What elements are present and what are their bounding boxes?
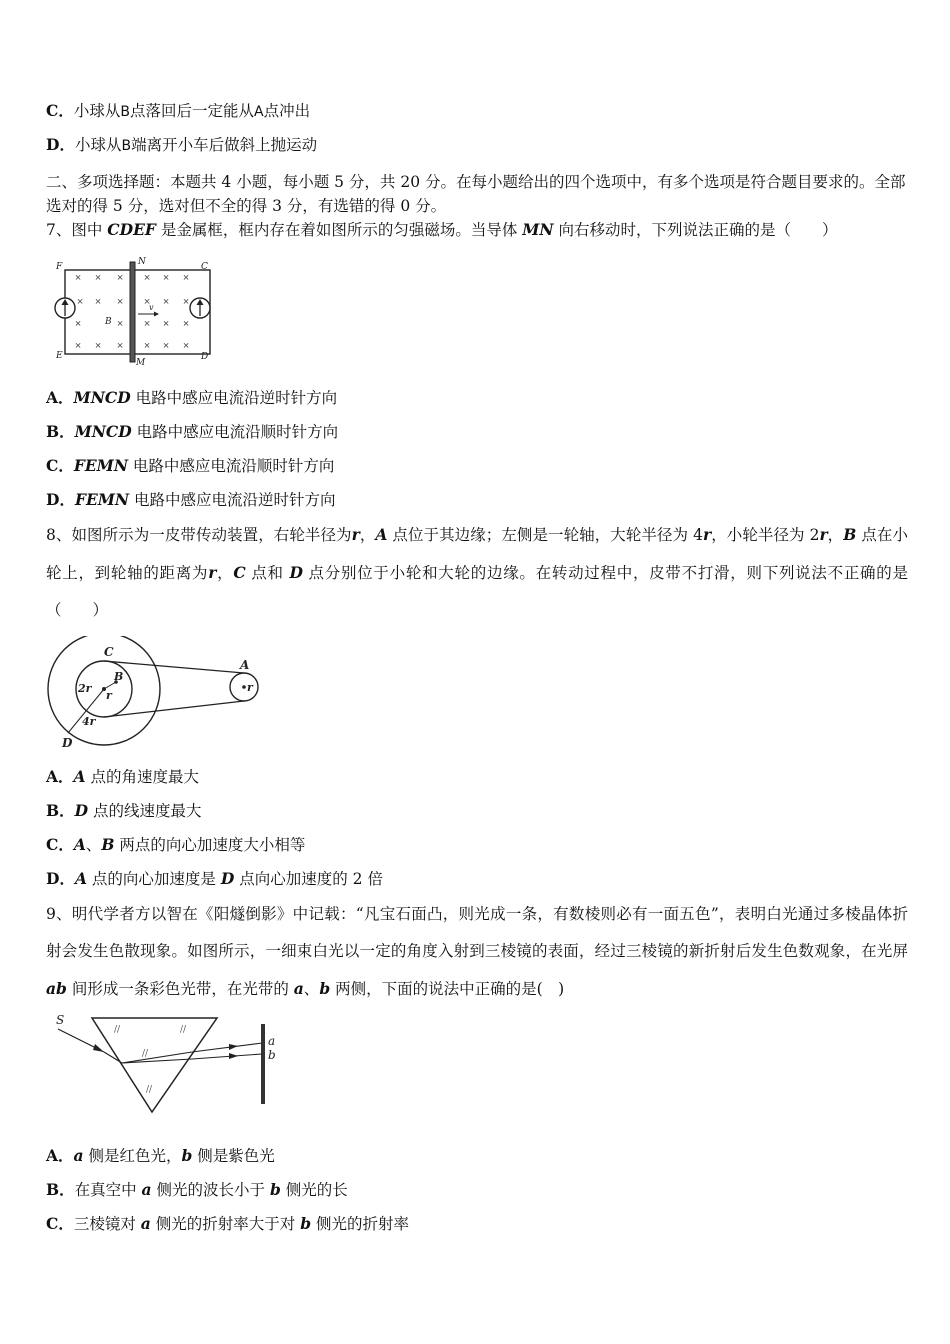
svg-text:×: ×	[182, 341, 190, 351]
q9-option-a: A．a 侧是红色光，b 侧是紫色光	[46, 1146, 275, 1165]
prism	[92, 1018, 217, 1112]
q9-option-c: C．三棱镜对 a 侧光的折射率大于对 b 侧光的折射率	[46, 1214, 409, 1233]
svg-text:×: ×	[94, 297, 102, 307]
svg-text:B: B	[105, 317, 112, 327]
q7-option-a: A．MNCD 电路中感应电流沿逆时针方向	[46, 388, 338, 407]
q9-option-b: B．在真空中 a 侧光的波长小于 b 侧光的长	[46, 1180, 348, 1199]
svg-text:C: C	[201, 262, 208, 272]
q7-stem: 7、图中 CDEF 是金属框，框内存在着如图所示的匀强磁场。当导体 MN 向右移动时，下列说法正确的是（ ）	[46, 220, 838, 239]
q7-option-b: B．MNCD 电路中感应电流沿顺时针方向	[46, 422, 339, 441]
svg-text:×: ×	[143, 273, 151, 283]
svg-text:S: S	[56, 1013, 65, 1027]
q7-circuit-figure	[50, 256, 220, 368]
svg-text:×: ×	[116, 273, 124, 283]
svg-text://: //	[142, 1049, 149, 1059]
svg-text://: //	[114, 1025, 121, 1035]
svg-text:D: D	[201, 352, 209, 362]
svg-text:×: ×	[94, 273, 102, 283]
svg-text:×: ×	[116, 297, 124, 307]
svg-text:×: ×	[182, 297, 190, 307]
q7-option-c: C．FEMN 电路中感应电流沿顺时针方向	[46, 456, 335, 475]
svg-text:2r: 2r	[78, 682, 92, 695]
svg-text:b: b	[268, 1048, 276, 1062]
svg-text:r: r	[106, 689, 112, 702]
q8-option-c: C．A、B 两点的向心加速度大小相等	[46, 835, 306, 854]
q8-belt-drive-figure	[44, 636, 264, 754]
svg-text:×: ×	[116, 319, 124, 329]
ray-to-b	[192, 1054, 262, 1059]
q7-option-d: D．FEMN 电路中感应电流沿逆时针方向	[46, 490, 336, 509]
svg-text:×: ×	[162, 273, 170, 283]
svg-text:×: ×	[94, 341, 102, 351]
svg-text:×: ×	[143, 319, 151, 329]
svg-text:F: F	[56, 262, 63, 272]
q8-stem: 8、如图所示为一皮带传动装置，右轮半径为r，A 点位于其边缘；左侧是一轮轴，大轮半径为 4r，小轮半径为 2r，B 点在小轮上，到轮轴的距离为r，C 点和 D 点分别位于小轮和大轮的边缘。在转动过程中，皮带不打滑，则下列说法不正确的是（ ）	[46, 525, 908, 619]
svg-text:4r: 4r	[82, 715, 96, 728]
q6-option-c: C．小球从B点落回后一定能从A点冲出	[46, 101, 311, 120]
svg-text:A: A	[240, 658, 250, 672]
svg-text:B: B	[114, 670, 124, 683]
svg-text:×: ×	[74, 341, 82, 351]
q8-option-b: B．D 点的线速度最大	[46, 801, 202, 820]
svg-text:×: ×	[74, 273, 82, 283]
q9-stem: 9、明代学者方以智在《阳燧倒影》中记载：“凡宝石面凸，则光成一条，有数棱则必有一面五色”，表明白光通过多棱晶体折射会发生色散现象。如图所示，一细束白光以一定的角度入射到三棱镜的表面，经过三棱镜的新折射后发生色数观象，在光屏 ab 间形成一条彩色光带，在光带的 a、b 两侧，下面的说法中正确的是( )	[46, 905, 908, 998]
svg-text:×: ×	[76, 297, 84, 307]
svg-text:r: r	[247, 681, 253, 694]
section-2-instructions: 二、多项选择题：本题共 4 小题，每小题 5 分，共 20 分。在每小题给出的四个选项中，有多个选项是符合题目要求的。全部选对的得 5 分，选对但不全的得 3 分，有选错的得 0 分。	[46, 173, 906, 215]
svg-text://: //	[180, 1025, 187, 1035]
belt-bottom	[104, 701, 244, 717]
light-screen	[261, 1024, 265, 1104]
q6-option-d: D．小球从B端离开小车后做斜上抛运动	[46, 135, 318, 154]
ray-to-a	[192, 1043, 262, 1052]
svg-text:M: M	[136, 358, 146, 368]
svg-text:a: a	[268, 1034, 276, 1048]
svg-text:×: ×	[162, 297, 170, 307]
svg-text:v: v	[149, 303, 154, 312]
svg-text:C: C	[104, 645, 114, 659]
conductor-mn	[130, 262, 135, 362]
svg-text:×: ×	[182, 273, 190, 283]
svg-text:D: D	[62, 736, 73, 750]
svg-text:×: ×	[162, 341, 170, 351]
svg-text:N: N	[138, 257, 146, 267]
svg-text:×: ×	[116, 341, 124, 351]
svg-text:×: ×	[182, 319, 190, 329]
q9-prism-figure	[52, 1012, 292, 1122]
svg-text:×: ×	[162, 319, 170, 329]
svg-text:E: E	[56, 351, 63, 361]
q8-option-d: D．A 点的向心加速度是 D 点向心加速度的 2 倍	[46, 869, 383, 888]
svg-text:×: ×	[143, 341, 151, 351]
svg-text:×: ×	[143, 297, 151, 307]
svg-text://: //	[146, 1085, 153, 1095]
svg-text:×: ×	[74, 319, 82, 329]
q8-option-a: A．A 点的角速度最大	[46, 767, 199, 786]
